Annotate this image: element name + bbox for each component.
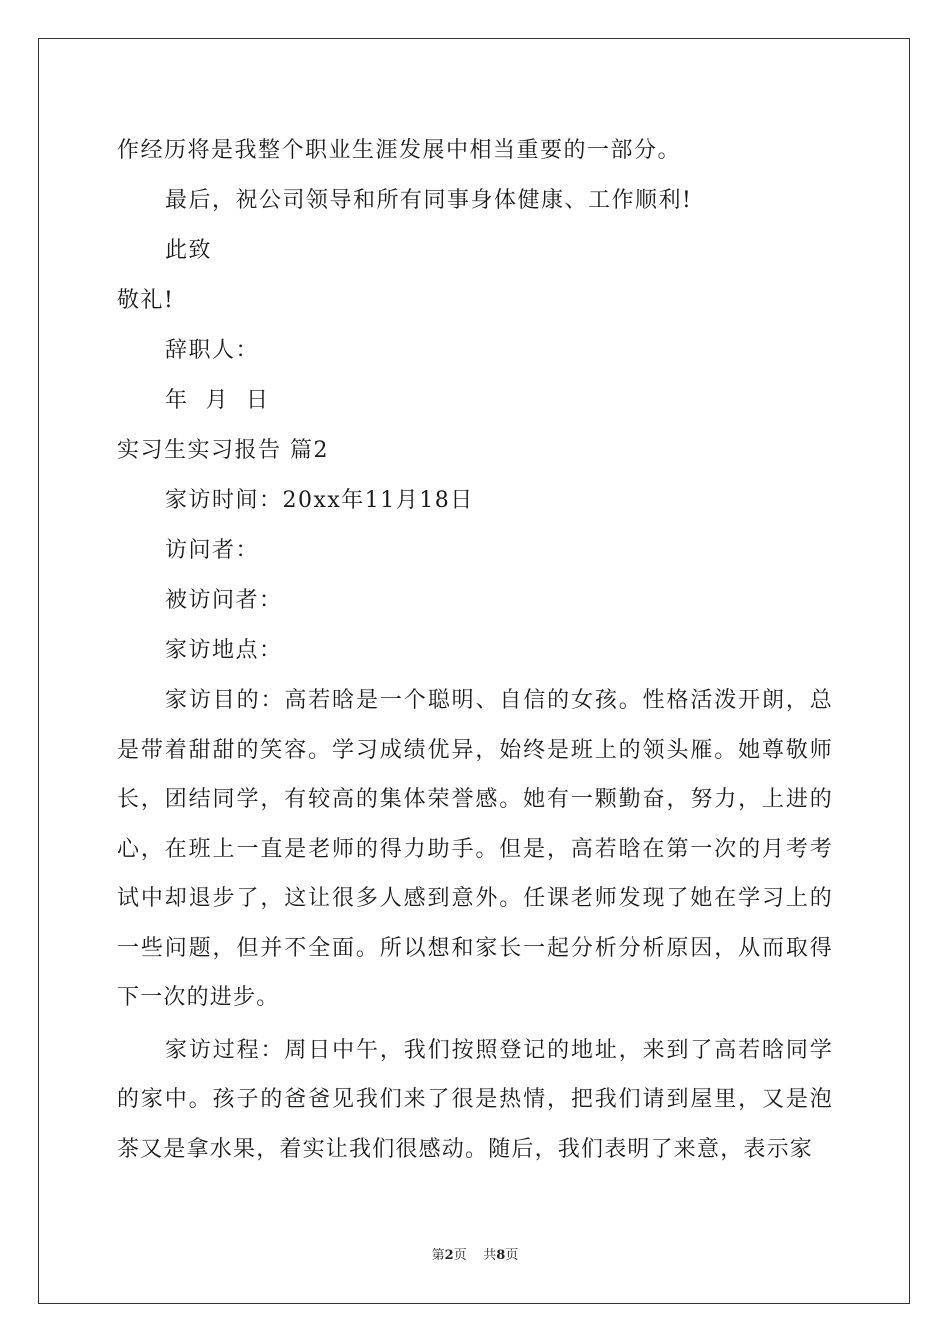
visit-purpose-paragraph: 家访目的：高若晗是一个聪明、自信的女孩。性格活泼开朗，总是带着甜甜的笑容。学习成绩优异，始终是班上的领头雁。她尊敬师长，团结同学，有较高的集体荣誉感。她有一颗勤奋，努力，上进的心，在班上一直是老师的得力助手。但是，高若晗在第一次的月考考试中却退步了，这让很多人感到意外。任课老师发现了她在学习上的一些问题，但并不全面。所以想和家长一起分析分析原因，从而取得下一次的进步。 — [117, 688, 833, 1010]
salutation-line: 此致 — [165, 238, 213, 263]
footer-total-suffix: 页 — [505, 1248, 519, 1263]
page-footer — [0, 1244, 950, 1263]
date-line: 年 月 日 — [165, 388, 270, 413]
footer-total-prefix: 共 — [483, 1248, 497, 1263]
footer-total-number: 8 — [496, 1248, 506, 1263]
visitor-line: 访问者： — [165, 538, 260, 563]
footer-page-suffix: 页 — [453, 1248, 467, 1263]
visit-process-paragraph: 家访过程：周日中午，我们按照登记的地址，来到了高若晗同学的家中。孩子的爸爸见我们来了很是热情，把我们请到屋里，又是泡茶又是拿水果，着实让我们很感动。随后，我们表明了来意，表示家 — [117, 1037, 833, 1162]
section-heading: 实习生实习报告 篇2 — [117, 438, 329, 463]
regards-line: 敬礼! — [117, 288, 175, 313]
visitee-line: 被访问者： — [165, 588, 283, 613]
visit-time-line: 家访时间：20xx年11月18日 — [165, 488, 474, 513]
document-body — [117, 126, 833, 1174]
footer-page-number: 2 — [444, 1248, 454, 1263]
closing-wishes-line: 最后，祝公司领导和所有同事身体健康、工作顺利! — [165, 188, 693, 213]
text-line: 作经历将是我整个职业生涯发展中相当重要的一部分。 — [117, 138, 682, 163]
visit-location-line: 家访地点： — [165, 638, 283, 663]
resigner-line: 辞职人： — [165, 338, 260, 363]
footer-page-prefix: 第 — [431, 1248, 445, 1263]
